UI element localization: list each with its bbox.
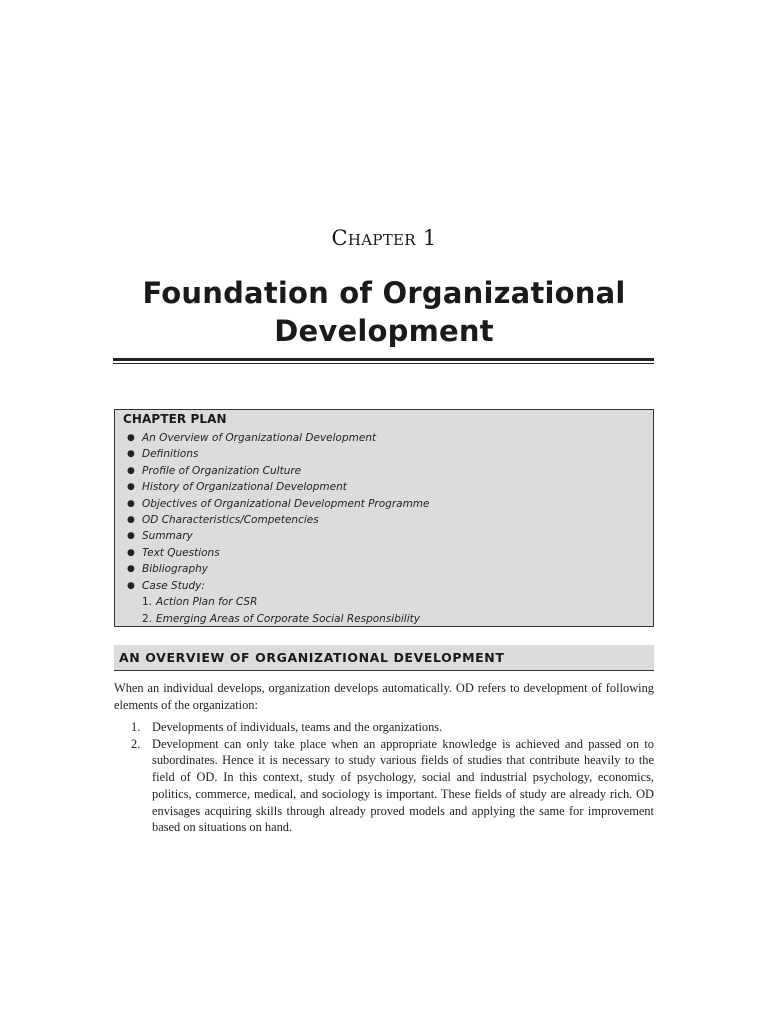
bullet-icon: ● — [127, 564, 135, 575]
chapter-plan-heading: CHAPTER PLAN — [123, 412, 227, 426]
chapter-plan-item: ● Text Questions — [115, 545, 429, 561]
case-study-list — [142, 594, 420, 628]
numbered-list-item: 1. Developments of individuals, teams and the organizations. — [131, 720, 443, 734]
bullet-icon: ● — [127, 547, 135, 558]
section-heading-bar — [114, 645, 654, 671]
chapter-plan-item: ● Objectives of Organizational Development Programme — [115, 496, 429, 512]
chapter-plan-item: ● Case Study: — [115, 578, 429, 594]
bullet-icon: ● — [127, 449, 135, 460]
case-study-item: 2. Emerging Areas of Corporate Social Responsibility — [142, 613, 420, 625]
bullet-icon: ● — [127, 498, 135, 509]
chapter-plan-item: ● Bibliography — [115, 561, 429, 577]
chapter-plan-item: ● Summary — [115, 528, 429, 544]
chapter-title: Foundation of Organizational Development — [142, 276, 626, 348]
bullet-icon: ● — [127, 433, 135, 443]
chapter-plan-item: ● History of Organizational Development — [115, 479, 429, 495]
bullet-icon: ● — [127, 531, 135, 542]
case-study-item: 1. Action Plan for CSR — [142, 596, 258, 608]
bullet-icon: ● — [127, 482, 135, 493]
chapter-plan-item: ● OD Characteristics/Competencies — [115, 512, 429, 528]
chapter-plan-list — [115, 430, 429, 594]
bullet-icon: ● — [127, 465, 135, 476]
chapter-plan-box — [114, 409, 654, 627]
chapter-plan-item: ● Definitions — [115, 446, 429, 462]
numbered-list-item: 2. Development can only take place when an appropriate knowledge is achieved and passed on to subordinates. Hence it is necessary to study various fields of studies that contribute heavily to the field of OD. In this context, study of psychology, social and industrial psychology, economics, politics, commerce, medical, and sociology is important. These fields of study are already rich. OD envisages acquiring skills through already proved models and applying the same for improvement based on situations on hand. — [131, 736, 654, 835]
bullet-icon: ● — [127, 580, 135, 591]
chapter-label: Chapter 1 — [331, 226, 437, 250]
bullet-icon: ● — [127, 514, 135, 525]
title-rule-thick — [113, 358, 654, 361]
section-heading: AN OVERVIEW OF ORGANIZATIONAL DEVELOPMENT — [119, 650, 505, 665]
chapter-plan-item: ● Profile of Organization Culture — [115, 463, 429, 479]
section-numbered-list — [114, 719, 654, 836]
section-intro-paragraph: When an individual develops, organization develops automatically. OD refers to development of following elements of the organization: — [114, 681, 654, 712]
title-rule-thin — [113, 363, 654, 364]
chapter-plan-item: ● An Overview of Organizational Development — [115, 430, 429, 446]
